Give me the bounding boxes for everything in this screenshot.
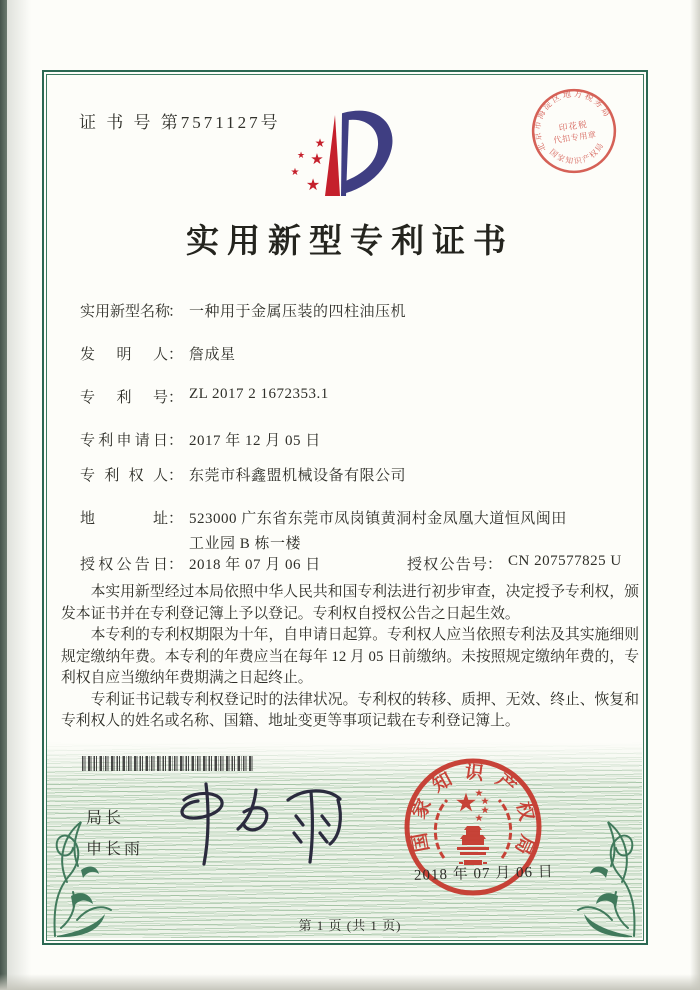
issuer-title: 局长 — [86, 810, 125, 827]
field-patentee — [80, 464, 406, 485]
certificate-title: 实用新型专利证书 — [186, 224, 514, 260]
seal-date: 2018 年 07 月 06 日 — [413, 864, 554, 884]
logo-stars — [291, 136, 326, 194]
field-value: 2017 年 12 月 05 日 — [189, 433, 321, 449]
signature-icon — [168, 776, 368, 872]
field-value: 一种用于金属压装的四柱油压机 — [189, 304, 407, 320]
scan-edge-left — [0, 0, 7, 990]
field-grant-number — [407, 553, 622, 574]
stamp-arc-bottom-text: 国家知识产权局 — [547, 140, 607, 166]
scan-edge-bottom — [0, 974, 700, 990]
colon: ： — [168, 511, 184, 527]
logo-star-icon: ★ — [305, 175, 321, 194]
issuer-name: 申长雨 — [86, 841, 144, 858]
cnipa-logo-icon — [276, 101, 414, 203]
tax-stamp-icon — [521, 78, 627, 184]
field-label: 专利申请日 — [80, 433, 168, 449]
field-label: 实用新型名称 — [80, 304, 171, 320]
barcode — [82, 756, 254, 771]
field-label: 专利权人 — [80, 468, 168, 484]
stamp-center-line1: 印花税 — [558, 119, 589, 133]
field-value: 2018 年 07 月 06 日 — [189, 557, 321, 573]
scan-edge-right — [690, 0, 700, 990]
field-label: 授权公告号 — [407, 557, 487, 573]
field-filing-date — [80, 429, 321, 450]
national-emblem-icon — [435, 789, 510, 865]
field-value: CN 207577825 U — [508, 553, 622, 569]
colon: ： — [168, 557, 184, 573]
address-line-2: 工业园 B 栋一楼 — [189, 536, 302, 552]
colon: ： — [168, 347, 184, 363]
certificate-body-text — [61, 582, 639, 733]
page-number: 第 1 页 (共 1 页) — [298, 918, 402, 933]
field-address — [80, 507, 659, 557]
field-label: 授权公告日 — [80, 557, 168, 573]
certificate-number: 证 书 号 第7571127号 — [79, 113, 281, 132]
logo-star-icon: ★ — [296, 151, 306, 161]
field-value: 东莞市科鑫盟机械设备有限公司 — [189, 468, 407, 484]
seal-org-text: 国家知识产权局 — [407, 761, 539, 868]
colon: ： — [168, 390, 184, 406]
colon: ： — [168, 468, 184, 484]
stamp-arc-top-text: 北京市海淀区地方税务局 — [532, 89, 613, 153]
stamp-center-line2: 代扣专用章 — [552, 130, 598, 146]
colon: ： — [168, 304, 184, 320]
field-value: ZL 2017 2 1672353.1 — [189, 386, 329, 402]
body-paragraph: 专利证书记载专利权登记时的法律状况。专利权的转移、质押、无效、终止、恢复和专利权人的姓名或名称、国籍、地址变更等事项记载在专利登记簿上。 — [61, 691, 639, 729]
address-line-1: 523000 广东省东莞市凤岗镇黄洞村金凤凰大道恒风闽田 — [189, 511, 567, 527]
body-paragraph: 本专利的专利权期限为十年，自申请日起算。专利权人应当依照专利法及其实施细则规定缴纳年费。本专利的年费应当在每年 12 月 05 日前缴纳。未按照规定缴纳年费的，专利权自应当缴纳年费期满之日起终止。 — [61, 627, 639, 686]
logo-star-icon: ★ — [314, 136, 326, 150]
field-value: 詹成星 — [189, 347, 236, 363]
field-value — [189, 507, 659, 557]
field-utility-model-name — [80, 300, 406, 321]
field-inventor — [80, 343, 236, 364]
field-patent-number — [80, 386, 329, 407]
field-label: 地址 — [80, 511, 168, 527]
logo-red-spike — [325, 115, 340, 196]
colon: ： — [487, 557, 503, 573]
logo-star-icon: ★ — [290, 167, 300, 178]
field-grant-date — [80, 553, 622, 574]
colon: ： — [168, 433, 184, 449]
issuer-block — [86, 803, 143, 865]
scan-fold-shadow — [7, 0, 31, 990]
field-label: 专利号 — [80, 390, 168, 406]
logo-p-bowl — [343, 111, 392, 193]
logo-star-icon: ★ — [310, 150, 324, 168]
body-paragraph: 本实用新型经过本局依照中华人民共和国专利法进行初步审查，决定授予专利权，颁发本证书并在专利登记簿上予以登记。专利权自授权公告之日起生效。 — [61, 584, 639, 622]
field-label: 发明人 — [80, 347, 168, 363]
